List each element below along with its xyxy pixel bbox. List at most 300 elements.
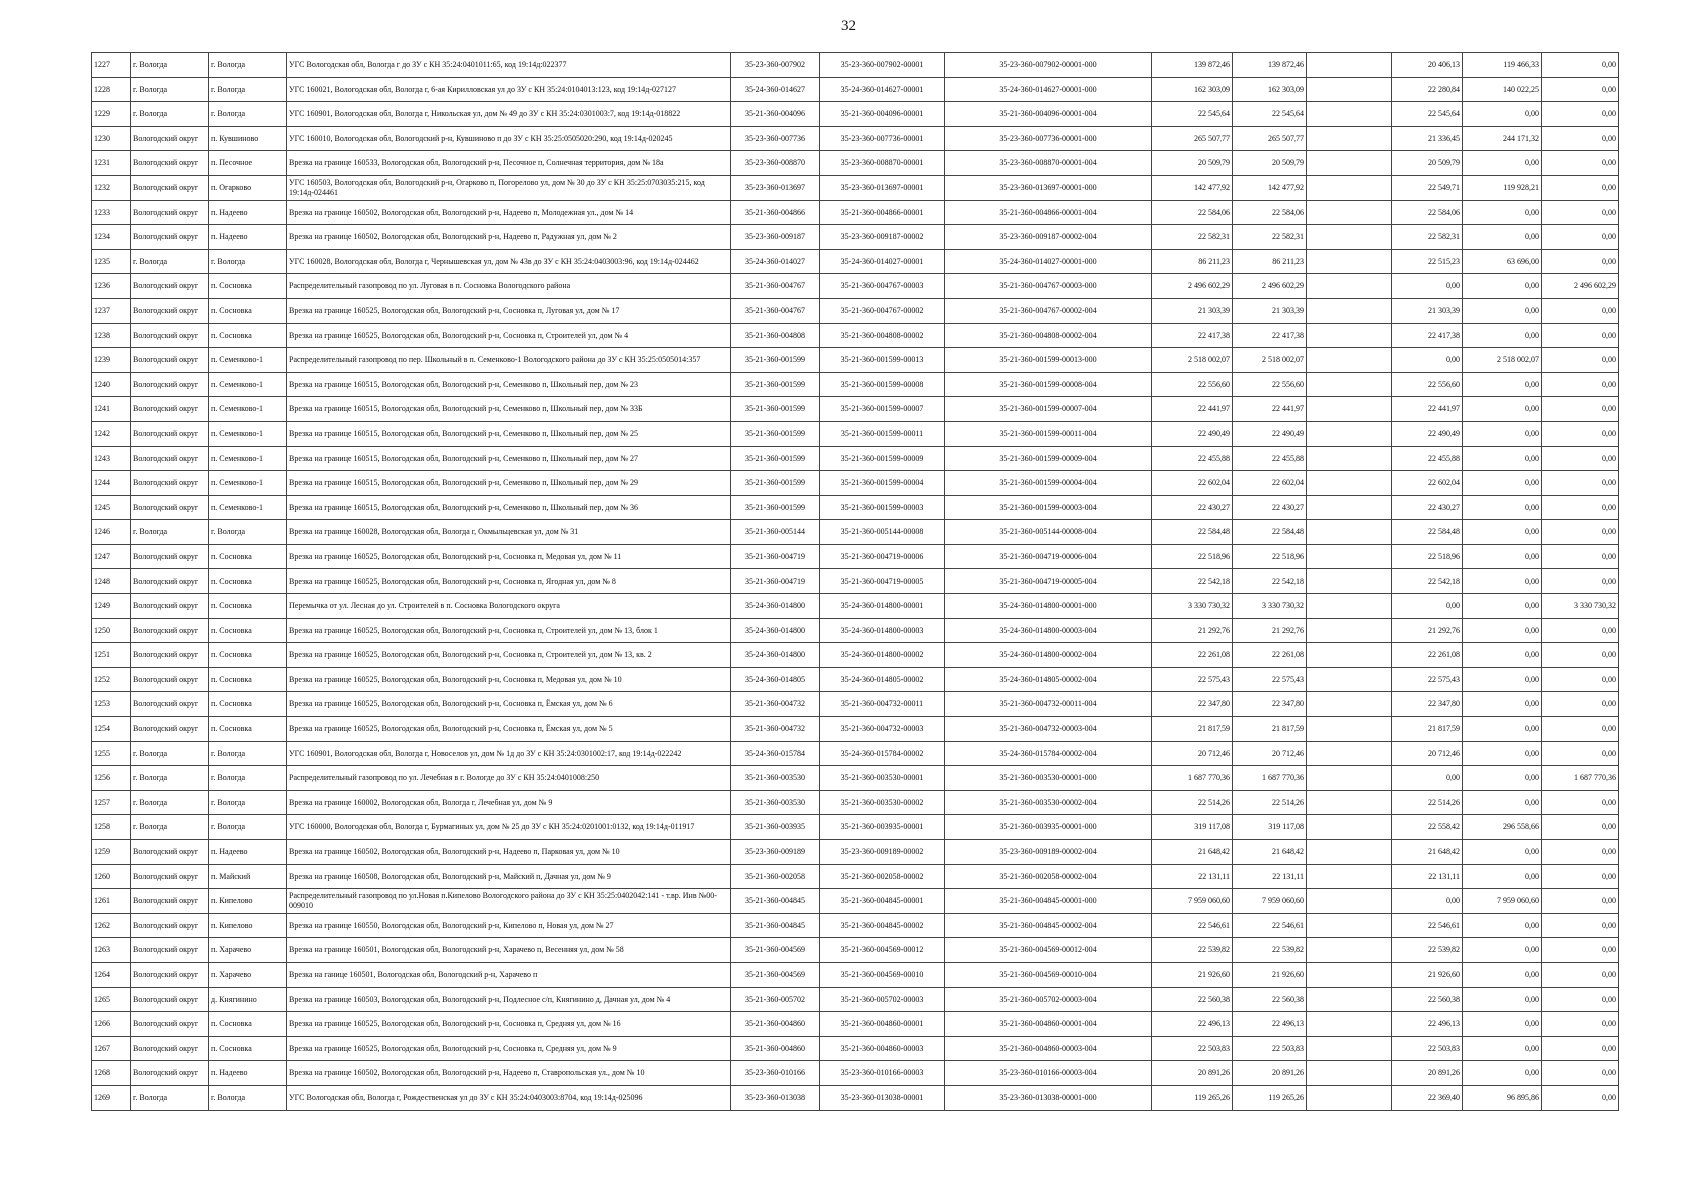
cell-amount-6: 0,00 [1542, 544, 1619, 569]
cell-sub-object-code: 35-21-360-005702-00003 [820, 987, 945, 1012]
cell-amount-total: 22 542,18 [1152, 569, 1233, 594]
cell-amount-6: 0,00 [1542, 790, 1619, 815]
cell-amount-2: 20 509,79 [1233, 151, 1307, 176]
table-row [92, 815, 1619, 840]
cell-amount-2: 21 926,60 [1233, 962, 1307, 987]
cell-amount-6: 0,00 [1542, 1036, 1619, 1061]
cell-sub-object-code: 35-21-360-002058-00002 [820, 864, 945, 889]
cell-row-number: 1239 [92, 348, 131, 373]
cell-amount-6: 0,00 [1542, 1061, 1619, 1086]
cell-object-code: 35-24-360-014800 [731, 618, 820, 643]
cell-amount-4: 21 303,39 [1392, 298, 1463, 323]
cell-row-number: 1236 [92, 274, 131, 299]
cell-row-number: 1240 [92, 372, 131, 397]
cell-amount-6: 0,00 [1542, 840, 1619, 865]
cell-amount-total: 22 131,11 [1152, 864, 1233, 889]
cell-district: Вологодский округ [131, 274, 209, 299]
cell-row-number: 1232 [92, 175, 131, 200]
cell-district: Вологодский округ [131, 692, 209, 717]
cell-amount-3 [1307, 274, 1392, 299]
cell-amount-5: 0,00 [1463, 372, 1542, 397]
cell-amount-3 [1307, 1012, 1392, 1037]
cell-row-number: 1243 [92, 446, 131, 471]
cell-settlement: п. Надеево [209, 840, 287, 865]
cell-settlement: п. Кипелово [209, 913, 287, 938]
cell-settlement: п. Кувшиново [209, 126, 287, 151]
cell-amount-5: 0,00 [1463, 864, 1542, 889]
cell-object-code: 35-21-360-001599 [731, 397, 820, 422]
cell-amount-total: 22 560,38 [1152, 987, 1233, 1012]
cell-amount-5: 0,00 [1463, 717, 1542, 742]
cell-full-code: 35-21-360-003935-00001-000 [945, 815, 1152, 840]
table-row [92, 987, 1619, 1012]
cell-sub-object-code: 35-21-360-001599-00013 [820, 348, 945, 373]
cell-object-code: 35-23-360-009189 [731, 840, 820, 865]
cell-object-code: 35-24-360-014805 [731, 667, 820, 692]
cell-settlement: п. Семенково-1 [209, 397, 287, 422]
cell-amount-3 [1307, 495, 1392, 520]
cell-full-code: 35-21-360-004845-00001-000 [945, 889, 1152, 914]
cell-settlement: п. Семенково-1 [209, 372, 287, 397]
cell-district: г. Вологда [131, 1085, 209, 1110]
cell-amount-6: 0,00 [1542, 200, 1619, 225]
cell-amount-4: 22 549,71 [1392, 175, 1463, 200]
table-row [92, 249, 1619, 274]
cell-district: Вологодский округ [131, 667, 209, 692]
cell-amount-3 [1307, 323, 1392, 348]
cell-district: Вологодский округ [131, 618, 209, 643]
cell-full-code: 35-21-360-004860-00003-004 [945, 1036, 1152, 1061]
cell-amount-6: 0,00 [1542, 520, 1619, 545]
cell-object-description: Врезка на границе 160525, Вологодская обл, Вологодский р-н, Сосновка п, Строителей ул, дом № 4 [287, 323, 731, 348]
cell-object-code: 35-21-360-001599 [731, 421, 820, 446]
table-row [92, 913, 1619, 938]
table-row [92, 667, 1619, 692]
cell-amount-4: 22 369,40 [1392, 1085, 1463, 1110]
cell-amount-5: 0,00 [1463, 1036, 1542, 1061]
cell-amount-6: 0,00 [1542, 471, 1619, 496]
cell-settlement: п. Сосновка [209, 717, 287, 742]
cell-full-code: 35-21-360-001599-00013-000 [945, 348, 1152, 373]
cell-amount-6: 1 687 770,36 [1542, 766, 1619, 791]
cell-district: Вологодский округ [131, 372, 209, 397]
cell-row-number: 1250 [92, 618, 131, 643]
cell-amount-3 [1307, 938, 1392, 963]
cell-settlement: г. Вологда [209, 520, 287, 545]
cell-amount-2: 162 303,09 [1233, 77, 1307, 102]
table-row [92, 544, 1619, 569]
cell-row-number: 1249 [92, 594, 131, 619]
cell-sub-object-code: 35-21-360-004860-00001 [820, 1012, 945, 1037]
cell-full-code: 35-23-360-007736-00001-000 [945, 126, 1152, 151]
cell-amount-total: 139 872,46 [1152, 53, 1233, 78]
cell-sub-object-code: 35-23-360-008870-00001 [820, 151, 945, 176]
cell-district: Вологодский округ [131, 175, 209, 200]
cell-object-description: Врезка на границе 160525, Вологодская обл, Вологодский р-н, Сосновка п, Медовая ул, дом № 10 [287, 667, 731, 692]
cell-amount-5: 7 959 060,60 [1463, 889, 1542, 914]
cell-object-code: 35-21-360-001599 [731, 372, 820, 397]
cell-settlement: г. Вологда [209, 790, 287, 815]
cell-amount-3 [1307, 151, 1392, 176]
cell-settlement: п. Надеево [209, 1061, 287, 1086]
cell-district: Вологодский округ [131, 298, 209, 323]
cell-object-code: 35-21-360-004860 [731, 1012, 820, 1037]
table-row [92, 274, 1619, 299]
cell-amount-6: 3 330 730,32 [1542, 594, 1619, 619]
cell-amount-3 [1307, 692, 1392, 717]
cell-amount-6: 0,00 [1542, 298, 1619, 323]
cell-object-code: 35-21-360-005702 [731, 987, 820, 1012]
cell-row-number: 1242 [92, 421, 131, 446]
cell-amount-2: 22 455,88 [1233, 446, 1307, 471]
cell-amount-5: 244 171,32 [1463, 126, 1542, 151]
cell-amount-total: 21 292,76 [1152, 618, 1233, 643]
cell-row-number: 1231 [92, 151, 131, 176]
cell-amount-3 [1307, 569, 1392, 594]
cell-sub-object-code: 35-24-360-014800-00002 [820, 643, 945, 668]
cell-district: Вологодский округ [131, 151, 209, 176]
cell-amount-4: 22 131,11 [1392, 864, 1463, 889]
cell-object-code: 35-21-360-004808 [731, 323, 820, 348]
cell-amount-4: 22 602,04 [1392, 471, 1463, 496]
cell-district: г. Вологда [131, 741, 209, 766]
cell-amount-5: 0,00 [1463, 274, 1542, 299]
cell-settlement: п. Сосновка [209, 274, 287, 299]
cell-sub-object-code: 35-21-360-004719-00006 [820, 544, 945, 569]
cell-district: Вологодский округ [131, 987, 209, 1012]
table-row [92, 864, 1619, 889]
cell-full-code: 35-21-360-001599-00011-004 [945, 421, 1152, 446]
cell-settlement: п. Песочное [209, 151, 287, 176]
cell-object-description: УГС 160021, Вологодская обл, Вологда г, 6-ая Кирилловская ул до ЗУ с КН 35:24:0104013:123, код 19:14д-027127 [287, 77, 731, 102]
cell-row-number: 1254 [92, 717, 131, 742]
cell-settlement: г. Вологда [209, 77, 287, 102]
cell-amount-5: 0,00 [1463, 692, 1542, 717]
cell-object-description: Врезка на границе 160525, Вологодская обл, Вологодский р-н, Сосновка п, Средняя ул, дом № 9 [287, 1036, 731, 1061]
cell-district: г. Вологда [131, 815, 209, 840]
cell-full-code: 35-23-360-010166-00003-004 [945, 1061, 1152, 1086]
cell-amount-3 [1307, 766, 1392, 791]
cell-row-number: 1241 [92, 397, 131, 422]
cell-amount-2: 22 602,04 [1233, 471, 1307, 496]
cell-amount-4: 21 336,45 [1392, 126, 1463, 151]
cell-full-code: 35-21-360-001599-00003-004 [945, 495, 1152, 520]
cell-object-description: УГС 160028, Вологодская обл, Вологда г, Чернышевская ул, дом № 43в до ЗУ с КН 35:24:0403003:96, код 19:14д-024462 [287, 249, 731, 274]
cell-amount-4: 22 280,84 [1392, 77, 1463, 102]
cell-sub-object-code: 35-24-360-014800-00001 [820, 594, 945, 619]
cell-full-code: 35-21-360-004096-00001-004 [945, 102, 1152, 127]
cell-amount-5: 0,00 [1463, 618, 1542, 643]
cell-amount-3 [1307, 471, 1392, 496]
cell-row-number: 1268 [92, 1061, 131, 1086]
cell-amount-3 [1307, 962, 1392, 987]
cell-full-code: 35-21-360-004569-00012-004 [945, 938, 1152, 963]
cell-amount-total: 22 545,64 [1152, 102, 1233, 127]
cell-full-code: 35-21-360-004866-00001-004 [945, 200, 1152, 225]
cell-object-code: 35-24-360-014027 [731, 249, 820, 274]
cell-district: Вологодский округ [131, 397, 209, 422]
cell-amount-6: 0,00 [1542, 864, 1619, 889]
cell-amount-2: 22 539,82 [1233, 938, 1307, 963]
table-row [92, 692, 1619, 717]
cell-sub-object-code: 35-21-360-003935-00001 [820, 815, 945, 840]
cell-object-description: Врезка на границе 160533, Вологодская обл, Вологодский р-н, Песочное п, Солнечная территория, дом № 18а [287, 151, 731, 176]
cell-amount-2: 22 514,26 [1233, 790, 1307, 815]
cell-row-number: 1269 [92, 1085, 131, 1110]
cell-amount-3 [1307, 53, 1392, 78]
cell-row-number: 1247 [92, 544, 131, 569]
table-row [92, 790, 1619, 815]
cell-sub-object-code: 35-23-360-009189-00002 [820, 840, 945, 865]
cell-object-code: 35-21-360-004719 [731, 569, 820, 594]
cell-row-number: 1237 [92, 298, 131, 323]
cell-row-number: 1227 [92, 53, 131, 78]
cell-amount-5: 0,00 [1463, 323, 1542, 348]
cell-amount-6: 0,00 [1542, 692, 1619, 717]
cell-object-description: Врезка на границе 160525, Вологодская обл, Вологодский р-н, Сосновка п, Строителей ул, дом № 13, кв. 2 [287, 643, 731, 668]
table-row [92, 200, 1619, 225]
cell-amount-total: 20 509,79 [1152, 151, 1233, 176]
cell-object-description: Распределительный газопровод по ул.Новая п.Кипелово Вологодского района до ЗУ с КН 35:25:0402042:141 - т.вр. Инв №00-009010 [287, 889, 731, 914]
cell-object-code: 35-21-360-004569 [731, 938, 820, 963]
cell-amount-total: 3 330 730,32 [1152, 594, 1233, 619]
table-row [92, 594, 1619, 619]
table-row [92, 397, 1619, 422]
cell-amount-3 [1307, 643, 1392, 668]
cell-amount-5: 0,00 [1463, 938, 1542, 963]
cell-district: Вологодский округ [131, 348, 209, 373]
cell-amount-total: 21 648,42 [1152, 840, 1233, 865]
cell-object-description: Врезка на границе 160515, Вологодская обл, Вологодский р-н, Семенково п, Школьный пер, дом № 33Б [287, 397, 731, 422]
cell-amount-2: 1 687 770,36 [1233, 766, 1307, 791]
cell-object-description: Врезка на границе 160508, Вологодская обл, Вологодский р-н, Майский п, Дачная ул, дом № 9 [287, 864, 731, 889]
cell-full-code: 35-21-360-004569-00010-004 [945, 962, 1152, 987]
table-row [92, 323, 1619, 348]
cell-row-number: 1253 [92, 692, 131, 717]
cell-district: Вологодский округ [131, 962, 209, 987]
cell-amount-6: 0,00 [1542, 372, 1619, 397]
cell-settlement: п. Харачево [209, 962, 287, 987]
cell-amount-4: 22 261,08 [1392, 643, 1463, 668]
cell-object-description: УГС 160000, Вологодская обл, Вологда г, Бурмагиных ул, дом № 25 до ЗУ с КН 35:24:0201001:0132, код 19:14д-011917 [287, 815, 731, 840]
cell-object-description: Врезка на границе 160515, Вологодская обл, Вологодский р-н, Семенково п, Школьный пер, дом № 23 [287, 372, 731, 397]
cell-sub-object-code: 35-21-360-004767-00003 [820, 274, 945, 299]
cell-district: г. Вологда [131, 53, 209, 78]
cell-amount-6: 0,00 [1542, 1085, 1619, 1110]
cell-amount-2: 22 490,49 [1233, 421, 1307, 446]
cell-object-code: 35-21-360-004860 [731, 1036, 820, 1061]
cell-sub-object-code: 35-21-360-001599-00007 [820, 397, 945, 422]
cell-amount-3 [1307, 126, 1392, 151]
cell-amount-4: 21 926,60 [1392, 962, 1463, 987]
cell-object-description: Врезка на границе 160525, Вологодская обл, Вологодский р-н, Сосновка п, Средняя ул, дом № 16 [287, 1012, 731, 1037]
cell-object-description: Перемычка от ул. Лесная до ул. Строителей в п. Сосновка Вологодского округа [287, 594, 731, 619]
cell-settlement: п. Сосновка [209, 594, 287, 619]
cell-amount-4: 22 441,97 [1392, 397, 1463, 422]
cell-settlement: п. Надеево [209, 225, 287, 250]
cell-amount-2: 22 441,97 [1233, 397, 1307, 422]
cell-amount-5: 0,00 [1463, 594, 1542, 619]
cell-object-code: 35-21-360-001599 [731, 446, 820, 471]
cell-amount-4: 22 490,49 [1392, 421, 1463, 446]
cell-object-description: УГС 160010, Вологодская обл, Вологодский р-н, Кувшиново п до ЗУ с КН 35:25:0505020:290, код 19:14д-020245 [287, 126, 731, 151]
cell-amount-3 [1307, 421, 1392, 446]
cell-sub-object-code: 35-24-360-015784-00002 [820, 741, 945, 766]
cell-amount-4: 22 545,64 [1392, 102, 1463, 127]
cell-amount-5: 96 895,86 [1463, 1085, 1542, 1110]
cell-row-number: 1261 [92, 889, 131, 914]
cell-object-code: 35-21-360-004732 [731, 717, 820, 742]
cell-amount-4: 0,00 [1392, 348, 1463, 373]
cell-amount-total: 22 575,43 [1152, 667, 1233, 692]
cell-sub-object-code: 35-21-360-004732-00003 [820, 717, 945, 742]
cell-sub-object-code: 35-21-360-004569-00012 [820, 938, 945, 963]
cell-settlement: п. Огарково [209, 175, 287, 200]
cell-full-code: 35-24-360-014800-00002-004 [945, 643, 1152, 668]
cell-amount-4: 0,00 [1392, 889, 1463, 914]
cell-full-code: 35-21-360-005144-00008-004 [945, 520, 1152, 545]
cell-row-number: 1264 [92, 962, 131, 987]
cell-amount-2: 7 959 060,60 [1233, 889, 1307, 914]
cell-district: г. Вологда [131, 77, 209, 102]
cell-amount-2: 22 347,80 [1233, 692, 1307, 717]
cell-district: Вологодский округ [131, 913, 209, 938]
cell-full-code: 35-24-360-014027-00001-000 [945, 249, 1152, 274]
cell-sub-object-code: 35-21-360-004569-00010 [820, 962, 945, 987]
cell-full-code: 35-21-360-004767-00003-000 [945, 274, 1152, 299]
cell-amount-5: 0,00 [1463, 520, 1542, 545]
cell-amount-2: 22 582,31 [1233, 225, 1307, 250]
cell-district: Вологодский округ [131, 323, 209, 348]
cell-object-description: Врезка на границе 160525, Вологодская обл, Вологодский р-н, Сосновка п, Луговая ул, дом № 17 [287, 298, 731, 323]
cell-amount-3 [1307, 77, 1392, 102]
cell-amount-3 [1307, 175, 1392, 200]
cell-settlement: г. Вологда [209, 1085, 287, 1110]
table-row [92, 298, 1619, 323]
cell-amount-2: 21 292,76 [1233, 618, 1307, 643]
cell-object-description: Врезка на границе 160515, Вологодская обл, Вологодский р-н, Семенково п, Школьный пер, дом № 25 [287, 421, 731, 446]
cell-amount-3 [1307, 667, 1392, 692]
register-table [91, 52, 1619, 1111]
cell-object-description: Врезка на границе 160515, Вологодская обл, Вологодский р-н, Семенково п, Школьный пер, дом № 36 [287, 495, 731, 520]
cell-amount-6: 0,00 [1542, 618, 1619, 643]
cell-amount-total: 22 496,13 [1152, 1012, 1233, 1037]
cell-row-number: 1246 [92, 520, 131, 545]
cell-amount-6: 0,00 [1542, 397, 1619, 422]
table-row [92, 372, 1619, 397]
cell-full-code: 35-24-360-014800-00001-000 [945, 594, 1152, 619]
cell-district: Вологодский округ [131, 1012, 209, 1037]
cell-object-description: Врезка на границе 160502, Вологодская обл, Вологодский р-н, Надеево п, Молодежная ул., дом № 14 [287, 200, 731, 225]
cell-row-number: 1228 [92, 77, 131, 102]
cell-sub-object-code: 35-24-360-014800-00003 [820, 618, 945, 643]
cell-amount-2: 22 546,61 [1233, 913, 1307, 938]
cell-row-number: 1263 [92, 938, 131, 963]
cell-district: Вологодский округ [131, 200, 209, 225]
cell-object-code: 35-21-360-005144 [731, 520, 820, 545]
cell-full-code: 35-24-360-014627-00001-000 [945, 77, 1152, 102]
cell-object-code: 35-23-360-007902 [731, 53, 820, 78]
cell-amount-total: 22 584,48 [1152, 520, 1233, 545]
cell-settlement: п. Семенково-1 [209, 446, 287, 471]
cell-row-number: 1260 [92, 864, 131, 889]
cell-full-code: 35-23-360-007902-00001-000 [945, 53, 1152, 78]
cell-object-code: 35-21-360-001599 [731, 471, 820, 496]
cell-object-description: Распределительный газопровод по пер. Школьный в п. Семенково-1 Вологодского района до ЗУ с КН 35:25:0505014:357 [287, 348, 731, 373]
cell-full-code: 35-21-360-003530-00002-004 [945, 790, 1152, 815]
cell-full-code: 35-23-360-013697-00001-000 [945, 175, 1152, 200]
cell-amount-3 [1307, 790, 1392, 815]
cell-amount-total: 1 687 770,36 [1152, 766, 1233, 791]
cell-amount-3 [1307, 815, 1392, 840]
cell-amount-total: 22 602,04 [1152, 471, 1233, 496]
cell-full-code: 35-21-360-003530-00001-000 [945, 766, 1152, 791]
cell-full-code: 35-21-360-001599-00004-004 [945, 471, 1152, 496]
cell-amount-6: 0,00 [1542, 77, 1619, 102]
table-row [92, 962, 1619, 987]
cell-settlement: п. Сосновка [209, 1012, 287, 1037]
table-row [92, 520, 1619, 545]
cell-settlement: п. Сосновка [209, 618, 287, 643]
cell-amount-3 [1307, 372, 1392, 397]
cell-amount-6: 0,00 [1542, 815, 1619, 840]
cell-sub-object-code: 35-21-360-004767-00002 [820, 298, 945, 323]
cell-object-description: УГС 160901, Вологодская обл, Вологда г, Никольская ул, дом № 49 до ЗУ с КН 35:24:0301003:7, код 19:14д-018822 [287, 102, 731, 127]
cell-row-number: 1248 [92, 569, 131, 594]
table-row [92, 569, 1619, 594]
cell-amount-6: 0,00 [1542, 323, 1619, 348]
cell-amount-4: 21 817,59 [1392, 717, 1463, 742]
cell-amount-4: 22 518,96 [1392, 544, 1463, 569]
cell-object-description: Врезка на границе 160515, Вологодская обл, Вологодский р-н, Семенково п, Школьный пер, дом № 27 [287, 446, 731, 471]
cell-settlement: п. Семенково-1 [209, 471, 287, 496]
cell-settlement: п. Сосновка [209, 569, 287, 594]
cell-sub-object-code: 35-21-360-001599-00008 [820, 372, 945, 397]
cell-object-description: Распределительный газопровод по ул. Луговая в п. Сосновка Вологодского района [287, 274, 731, 299]
cell-object-code: 35-23-360-010166 [731, 1061, 820, 1086]
cell-object-code: 35-24-360-014627 [731, 77, 820, 102]
cell-row-number: 1266 [92, 1012, 131, 1037]
cell-amount-2: 22 556,60 [1233, 372, 1307, 397]
cell-object-description: Врезка на границе 160525, Вологодская обл, Вологодский р-н, Сосновка п, Ёмская ул, дом № 5 [287, 717, 731, 742]
cell-object-code: 35-21-360-004569 [731, 962, 820, 987]
cell-row-number: 1251 [92, 643, 131, 668]
cell-district: г. Вологда [131, 520, 209, 545]
cell-settlement: г. Вологда [209, 766, 287, 791]
cell-object-description: Врезка на границе 160515, Вологодская обл, Вологодский р-н, Семенково п, Школьный пер, дом № 29 [287, 471, 731, 496]
cell-amount-6: 0,00 [1542, 175, 1619, 200]
cell-amount-4: 0,00 [1392, 594, 1463, 619]
table-row [92, 225, 1619, 250]
cell-sub-object-code: 35-21-360-003530-00002 [820, 790, 945, 815]
cell-district: Вологодский округ [131, 471, 209, 496]
cell-sub-object-code: 35-23-360-007902-00001 [820, 53, 945, 78]
cell-amount-4: 22 455,88 [1392, 446, 1463, 471]
cell-amount-total: 2 518 002,07 [1152, 348, 1233, 373]
cell-full-code: 35-21-360-001599-00007-004 [945, 397, 1152, 422]
cell-sub-object-code: 35-24-360-014627-00001 [820, 77, 945, 102]
cell-amount-3 [1307, 1085, 1392, 1110]
cell-row-number: 1233 [92, 200, 131, 225]
cell-full-code: 35-21-360-004767-00002-004 [945, 298, 1152, 323]
cell-amount-2: 22 430,27 [1233, 495, 1307, 520]
cell-amount-2: 22 545,64 [1233, 102, 1307, 127]
cell-amount-total: 22 417,38 [1152, 323, 1233, 348]
cell-amount-2: 22 584,06 [1233, 200, 1307, 225]
cell-amount-5: 0,00 [1463, 225, 1542, 250]
cell-object-description: Врезка на границе 160525, Вологодская обл, Вологодский р-н, Сосновка п, Ёмская ул, дом № 6 [287, 692, 731, 717]
cell-object-description: Врезка на границе 160550, Вологодская обл, Вологодский р-н, Кипелово п, Новая ул, дом № 27 [287, 913, 731, 938]
